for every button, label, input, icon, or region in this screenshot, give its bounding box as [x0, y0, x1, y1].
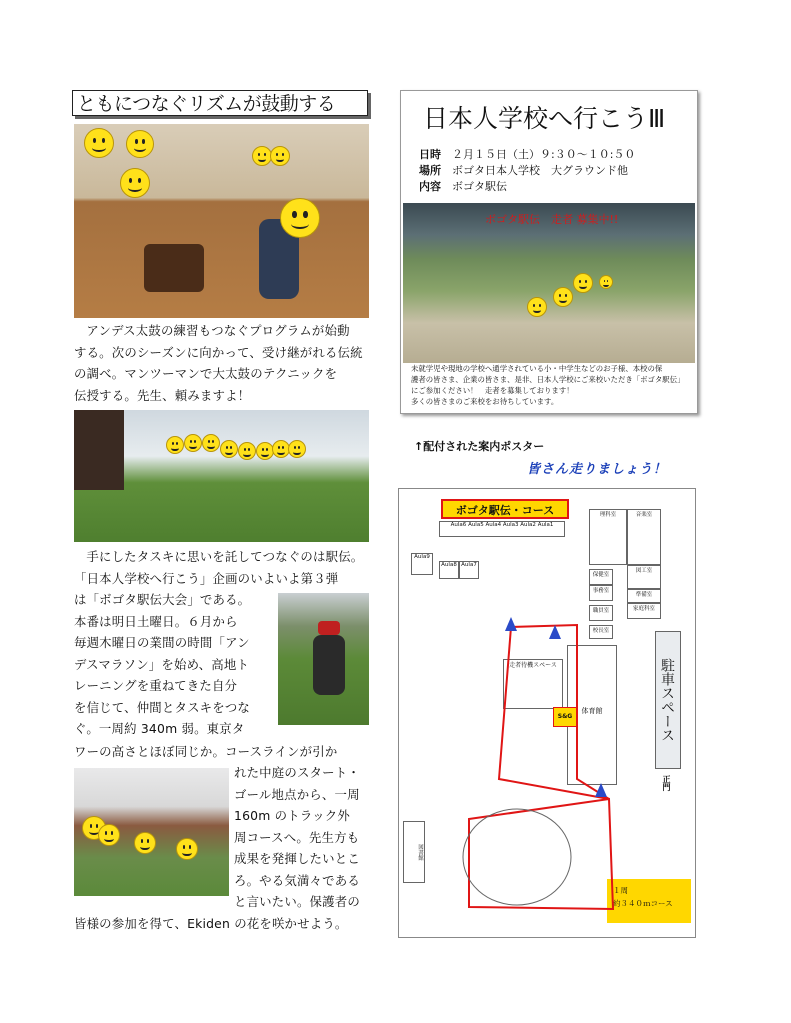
room: 保健室: [589, 569, 613, 585]
smiley-icon: [252, 146, 272, 166]
gym: 体育館: [567, 645, 617, 785]
text-line: 毎週木曜日の業間の時間「アン: [74, 635, 250, 650]
parking-label: 駐車スペース: [655, 631, 681, 769]
room: 事務室: [589, 585, 613, 601]
text-line: ワーの高さとほぼ同じか。コースラインが引か: [74, 744, 338, 759]
smiley-icon: [202, 434, 220, 452]
aula-label: Aula6: [450, 522, 467, 528]
paragraph-taiko: [74, 320, 374, 406]
text-line: れた中庭のスタート・: [234, 765, 360, 780]
room: 理科室: [589, 509, 627, 565]
smiley-icon: [134, 832, 156, 854]
text-line: を信じて、仲間とタスキをつな: [74, 699, 251, 715]
text-line: ろ。やる気満々である: [234, 872, 360, 888]
ekiden-poster: [400, 90, 698, 414]
smiley-icon: [270, 146, 290, 166]
footer-line: 護者の皆さま、企業の皆さま、是非、日本人学校にご来校いただき「ボゴタ駅伝」: [411, 375, 685, 384]
footer-line: にご参加ください！ 走者を募集しております！: [411, 386, 574, 395]
course-route: [399, 489, 695, 937]
poster-footer: [411, 363, 691, 407]
text-line: 伝授する。先生、頼みますよ！: [74, 387, 251, 403]
text-line: デスマラソン」を始め、高地ト: [74, 656, 250, 672]
date-value: ２月１５日（土）９:３０〜１０:５０: [452, 148, 636, 161]
smiley-icon: [220, 440, 238, 458]
smiley-icon: [238, 442, 256, 460]
content-value: ボゴタ駅伝: [452, 180, 507, 193]
room: 図書館: [403, 821, 425, 883]
aula-label: Aula3: [502, 522, 519, 528]
room: 準備室: [627, 589, 661, 603]
poster-caption: ↑配付された案内ポスター: [414, 440, 545, 453]
aula9: Aula9: [411, 553, 433, 575]
course-note-line: １周: [613, 886, 628, 895]
text-line: ゴール地点から、一周: [234, 786, 360, 802]
smiley-icon: [120, 168, 150, 198]
text-line: の調べ。マンツーマンで大太鼓のテクニックを: [74, 366, 338, 381]
poster-banner: ボゴタ駅伝 走者 募集中!!: [485, 213, 619, 226]
text-line: は「ボゴタ駅伝大会」である。: [74, 592, 251, 607]
photo-field-group: [74, 410, 369, 542]
runner-space: 走者待機スペース: [503, 659, 563, 709]
place-label: 場所: [419, 164, 441, 177]
text-line: 周コースへ。先生方も: [234, 829, 360, 845]
room: 家庭科室: [627, 603, 661, 619]
aula-label: Aula2: [520, 522, 536, 528]
photo-courtyard: [74, 768, 229, 896]
poster-info: [419, 147, 635, 195]
date-label: 日時: [419, 148, 441, 161]
aula-label: Aula5: [468, 522, 484, 528]
text-line: ぐ。一周約 340m 弱。東京タ: [74, 721, 245, 736]
smiley-icon: [280, 198, 320, 238]
footer-line: 未就学児や現地の学校へ通学されている小・中学生などのお子様、本校の保: [411, 364, 663, 373]
room: 図工室: [627, 565, 661, 589]
smiley-icon: [553, 287, 573, 307]
content-label: 内容: [419, 180, 441, 193]
smiley-icon: [184, 434, 202, 452]
text-line: 手にしたタスキに思いを託してつなぐのは駅伝。: [86, 549, 364, 564]
map-title: ボゴタ駅伝・コース: [441, 499, 569, 519]
poster-title: 日本人学校へ行こうⅢ: [423, 104, 666, 133]
room: 校長室: [589, 625, 613, 639]
aula-label: Aula4: [485, 522, 502, 528]
paragraph-ekiden-narrow: [74, 589, 274, 740]
start-goal-marker: S&G: [553, 707, 577, 727]
smiley-icon: [176, 838, 198, 860]
paragraph-last: 皆様の参加を得て、Ekiden の花を咲かせよう。: [74, 916, 348, 931]
text-line: レーニングを重ねてきた自分: [74, 678, 238, 693]
paragraph-ekiden: [74, 546, 374, 589]
room: 職員室: [589, 605, 613, 621]
text-line: と言いたい。保護者の: [234, 894, 360, 909]
smiley-icon: [573, 273, 593, 293]
course-note-line: 約３４０ｍコース: [613, 899, 673, 908]
text-line: 「日本人学校へ行こう」企画のいよいよ第３弾: [74, 570, 339, 586]
smiley-icon: [84, 128, 114, 158]
article-heading: ともにつなぐリズムが鼓動する: [72, 90, 368, 116]
aula8: Aula8: [439, 561, 459, 579]
text-line: アンデス太鼓の練習もつなぐプログラムが始動: [86, 323, 350, 338]
smiley-icon: [98, 824, 120, 846]
course-map: [398, 488, 696, 938]
smiley-icon: [527, 297, 547, 317]
footer-line: 多くの皆さまのご来校をお待ちしています。: [411, 397, 559, 406]
photo-runner-hoop: [278, 593, 369, 725]
aula-label: Aula1: [537, 522, 554, 528]
text-line: 160m のトラック外: [234, 808, 350, 823]
text-line: 本番は明日土曜日。６月から: [74, 613, 238, 629]
main-gate-label: 正門: [662, 775, 671, 791]
room: 音楽室: [627, 509, 661, 565]
paragraph-ekiden-right: [234, 762, 374, 913]
text-line-full: [74, 741, 374, 763]
run-caption: 皆さん走りましょう！: [527, 462, 668, 477]
poster-photo: [403, 203, 695, 363]
text-line: する。次のシーズンに向かって、受け継がれる伝統: [74, 344, 363, 360]
smiley-icon: [166, 436, 184, 454]
text-line: 成果を発揮したいとこ: [234, 851, 360, 866]
smiley-icon: [599, 275, 613, 289]
aula7: Aula7: [459, 561, 479, 579]
smiley-icon: [126, 130, 154, 158]
place-value: ボゴタ日本人学校 大グラウンド他: [452, 164, 628, 177]
smiley-icon: [288, 440, 306, 458]
photo-taiko-practice: [74, 124, 369, 318]
